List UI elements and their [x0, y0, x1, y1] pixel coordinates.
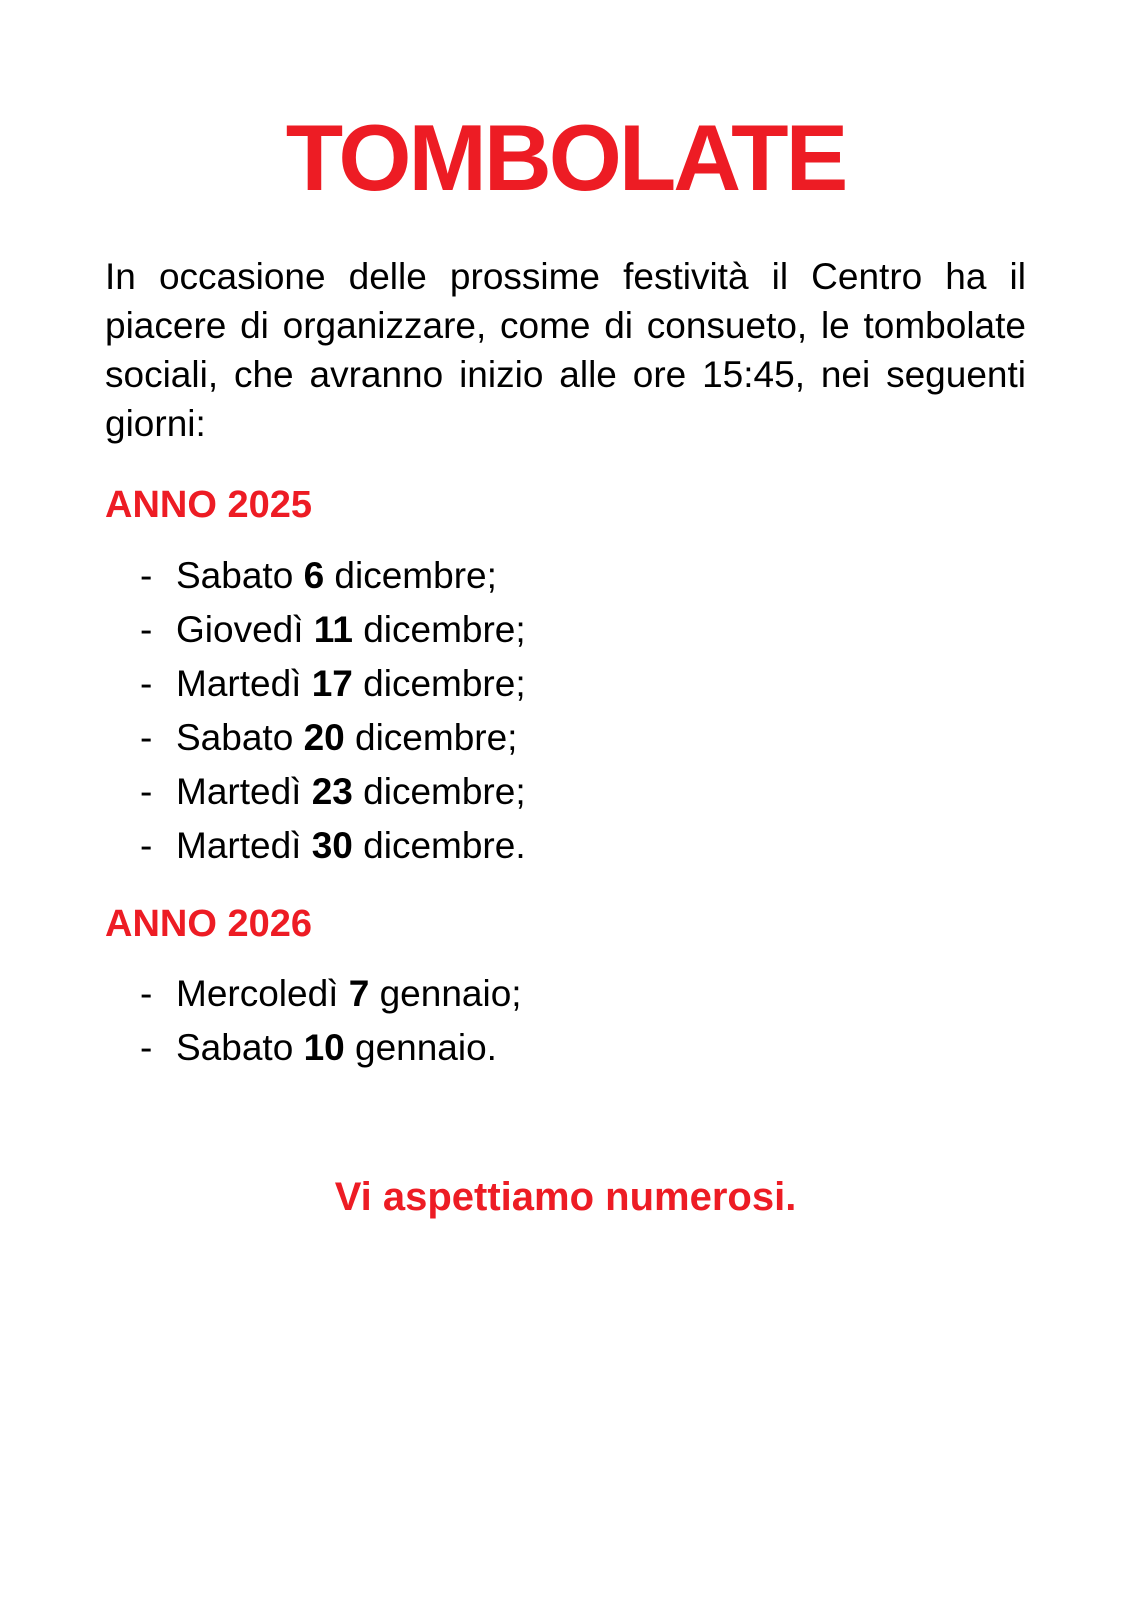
day-number: 23: [311, 770, 353, 812]
dash-bullet: -: [140, 662, 153, 704]
day-number: 7: [348, 973, 370, 1015]
day-number: 10: [303, 1027, 345, 1069]
day-number: 11: [313, 608, 353, 650]
date-list-2025: [105, 554, 1026, 867]
day-number: 30: [311, 824, 353, 866]
dash-bullet: -: [140, 554, 153, 596]
list-item: [140, 716, 1026, 759]
list-item: [140, 770, 1026, 813]
dash-bullet: -: [140, 770, 153, 812]
list-item-text: Sabato 10 gennaio.: [176, 1027, 497, 1069]
list-item: [140, 824, 1026, 867]
intro-paragraph: In occasione delle prossime festività il Centro ha il piacere di organizzare, come di consueto, le tombolate sociali, che avranno inizio alle ore 15:45, nei seguenti giorni:: [105, 256, 1026, 445]
day-number: 6: [303, 554, 325, 596]
list-item-text: Martedì 17 dicembre;: [176, 662, 526, 704]
list-item-text: Sabato 20 dicembre;: [176, 716, 518, 758]
list-item-text: Martedì 23 dicembre;: [176, 770, 526, 812]
list-item: [140, 608, 1026, 651]
date-list-2026: [105, 972, 1026, 1069]
list-item: [140, 972, 1026, 1015]
day-number: 20: [303, 716, 345, 758]
list-item-text: Mercoledì 7 gennaio;: [176, 973, 522, 1015]
dash-bullet: -: [140, 824, 153, 866]
closing-line: Vi aspettiamo numerosi.: [334, 1175, 797, 1220]
year-heading-2025: ANNO 2025: [105, 484, 312, 527]
dash-bullet: -: [140, 608, 153, 650]
list-item-text: Martedì 30 dicembre.: [176, 824, 526, 866]
list-item: [140, 1026, 1026, 1069]
list-item-text: Sabato 6 dicembre;: [176, 554, 497, 596]
year-heading-2026: ANNO 2026: [105, 902, 312, 945]
dash-bullet: -: [140, 1027, 153, 1069]
list-item: [140, 662, 1026, 705]
page-title: TOMBOLATE: [285, 105, 846, 210]
list-item-text: Giovedì 11 dicembre;: [176, 608, 526, 650]
list-item: [140, 554, 1026, 597]
dash-bullet: -: [140, 973, 153, 1015]
day-number: 17: [311, 662, 353, 704]
dash-bullet: -: [140, 716, 153, 758]
